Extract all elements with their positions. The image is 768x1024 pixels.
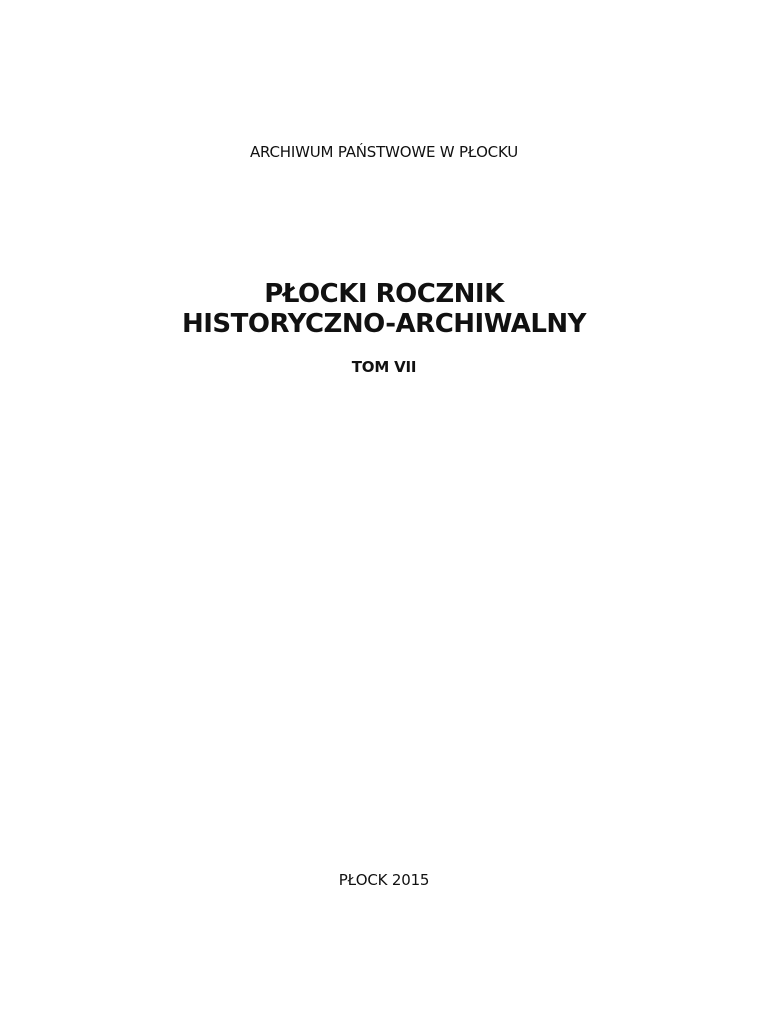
title-line-2: HISTORYCZNO-ARCHIWALNY	[181, 309, 586, 339]
title-line-1: PŁOCKI ROCZNIK	[264, 279, 504, 309]
publisher-name: ARCHIWUM PAŃSTWOWE W PŁOCKU	[250, 143, 518, 161]
place-and-year: PŁOCK 2015	[338, 871, 430, 889]
volume-number: TOM VII	[351, 358, 417, 376]
